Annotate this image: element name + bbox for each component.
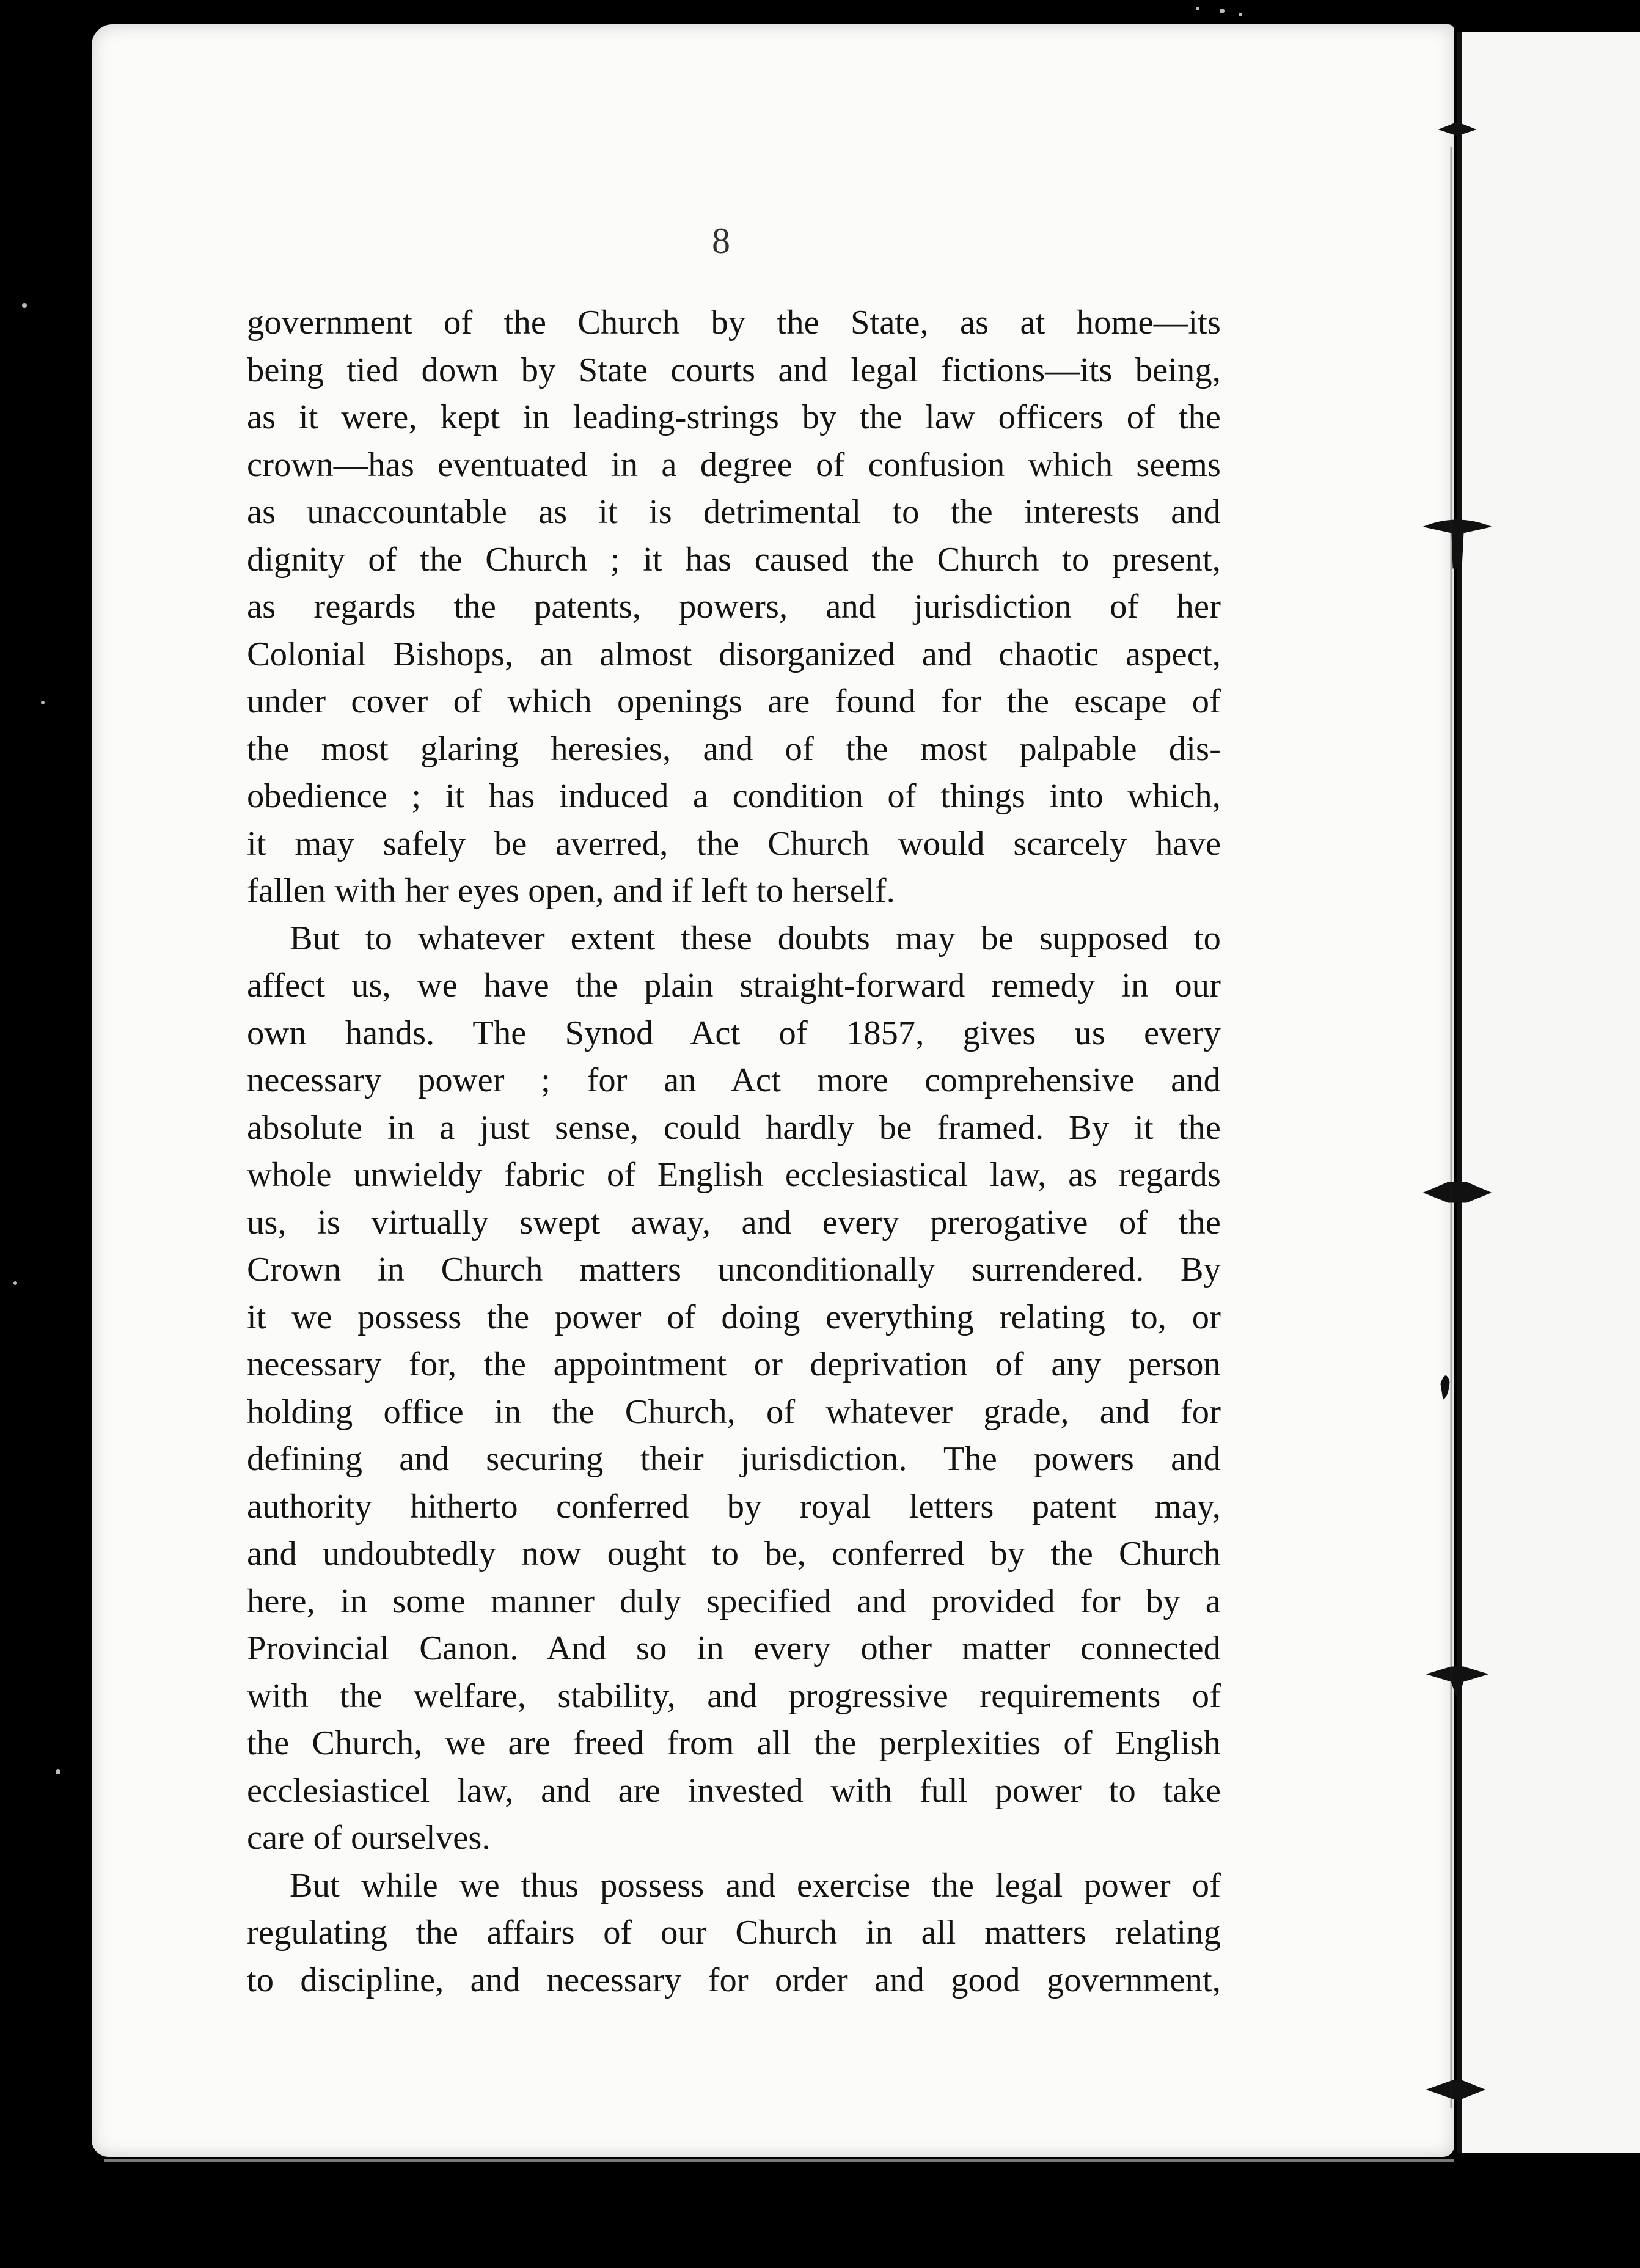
- text-line: necessary for, the appointment or deprivation of any person: [247, 1345, 1221, 1383]
- body-text: [247, 299, 1221, 2004]
- text-line: as unaccountable as it is detrimental to the interests and: [247, 493, 1221, 531]
- text-line: whole unwieldy fabric of English ecclesiastical law, as regards: [247, 1156, 1221, 1194]
- text-line: own hands. The Synod Act of 1857, gives us every: [247, 1014, 1221, 1052]
- text-line: obedience ; it has induced a condition of things into which,: [247, 777, 1221, 815]
- page-number: 8: [712, 221, 730, 261]
- text-line: and undoubtedly now ought to be, conferred by the Church: [247, 1535, 1221, 1573]
- binding-mark-6: [1427, 2080, 1485, 2099]
- text-line: crown—has eventuated in a degree of confusion which seems: [247, 445, 1221, 484]
- text-line: care of ourselves.: [247, 1819, 491, 1857]
- text-line: us, is virtually swept away, and every prerogative of the: [247, 1203, 1221, 1242]
- text-line: being tied down by State courts and legal fictions—its being,: [247, 351, 1221, 389]
- text-line: government of the Church by the State, as at home—its: [247, 304, 1221, 342]
- text-line: the Church, we are freed from all the perplexities of English: [247, 1724, 1221, 1762]
- text-line: ecclesiasticel law, and are invested with full power to take: [247, 1771, 1221, 1810]
- text-line: the most glaring heresies, and of the most palpable dis-: [247, 730, 1221, 768]
- binding-mark-3: [1424, 1182, 1491, 1202]
- text-line: here, in some manner duly specified and provided for by a: [247, 1582, 1221, 1620]
- binding-mark-2: [1424, 520, 1491, 568]
- text-line: Crown in Church matters unconditionally surrendered. By: [247, 1251, 1221, 1289]
- text-line: necessary power ; for an Act more comprehensive and: [247, 1061, 1221, 1099]
- text-line: But to whatever extent these doubts may be supposed to: [290, 919, 1221, 957]
- binding-mark-5: [1427, 1667, 1488, 1699]
- text-line: Provincial Canon. And so in every other matter connected: [247, 1630, 1221, 1667]
- text-line: authority hitherto conferred by royal letters patent may,: [247, 1487, 1221, 1526]
- text-line: it we possess the power of doing everything relating to, or: [247, 1298, 1221, 1336]
- text-line: absolute in a just sense, could hardly be framed. By it the: [247, 1108, 1221, 1147]
- text-line: dignity of the Church ; it has caused the Church to present,: [247, 540, 1221, 579]
- text-line: fallen with her eyes open, and if left to herself.: [247, 872, 895, 910]
- binding-mark-4: [1441, 1376, 1449, 1399]
- text-line: as regards the patents, powers, and jurisdiction of her: [247, 588, 1221, 626]
- text-line: with the welfare, stability, and progressive requirements of: [247, 1677, 1221, 1715]
- text-line: as it were, kept in leading-strings by the law officers of the: [247, 398, 1221, 436]
- text-line: But while we thus possess and exercise the legal power of: [290, 1866, 1221, 1904]
- binding-mark-1: [1439, 122, 1476, 136]
- text-line: under cover of which openings are found for the escape of: [247, 682, 1221, 720]
- text-line: regulating the affairs of our Church in all matters relating: [247, 1914, 1221, 1952]
- text-line: affect us, we have the plain straight-forward remedy in our: [247, 967, 1221, 1004]
- text-line: it may safely be averred, the Church would scarcely have: [247, 824, 1221, 863]
- text-line: Colonial Bishops, an almost disorganized and chaotic aspect,: [247, 635, 1221, 673]
- text-line: holding office in the Church, of whatever grade, and for: [247, 1392, 1221, 1431]
- text-line: defining and securing their jurisdiction. The powers and: [247, 1440, 1221, 1478]
- text-line: to discipline, and necessary for order and good government,: [247, 1961, 1221, 1999]
